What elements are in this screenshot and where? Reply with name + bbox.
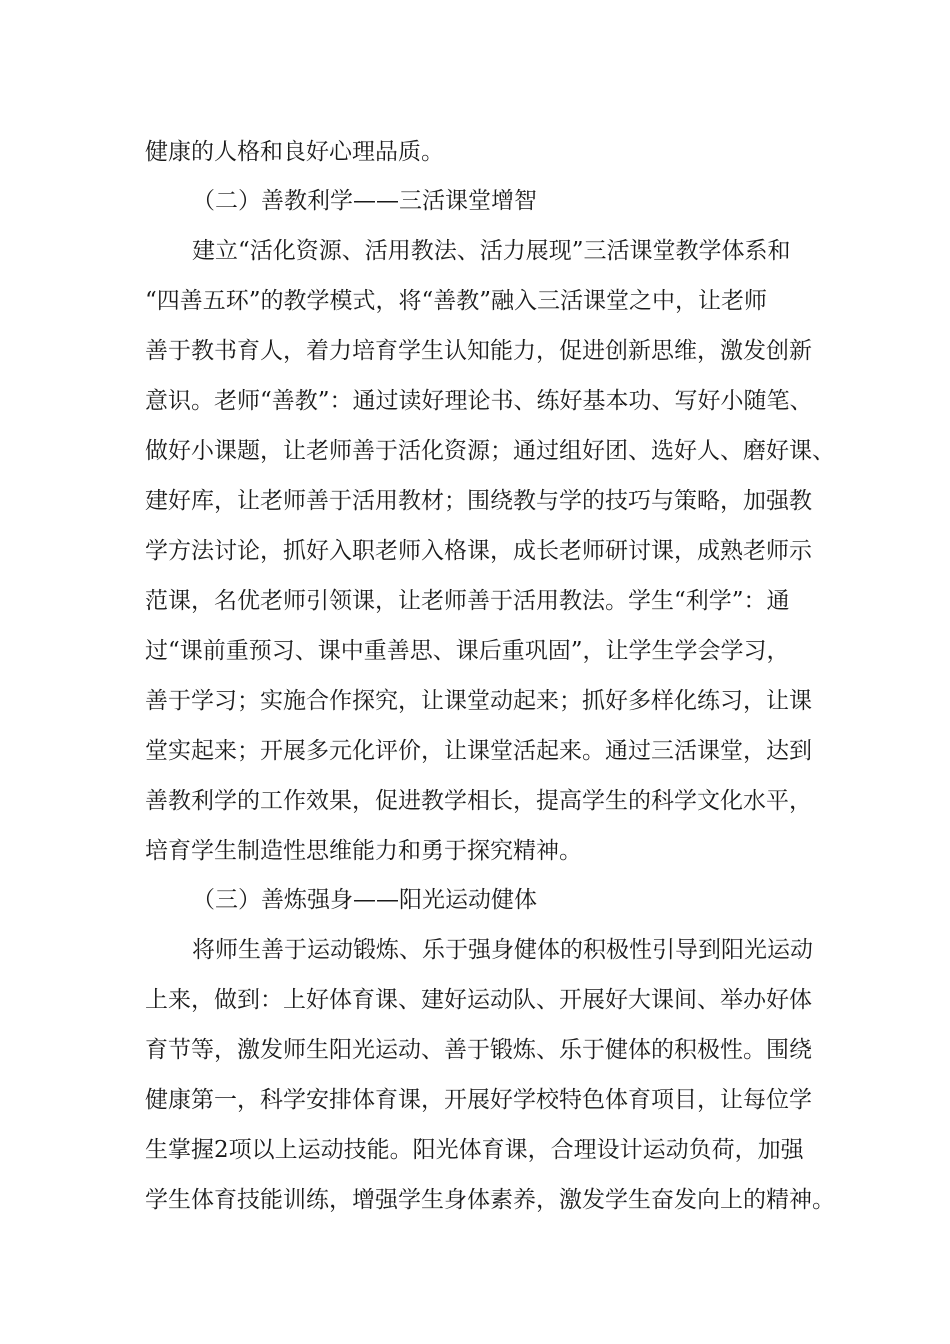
body-text-line: “四善五环”的教学模式，将“善教”融入三活课堂之中，让老师 xyxy=(145,288,768,314)
body-text-line: 学方法讨论，抓好入职老师入格课，成长老师研讨课，成熟老师示 xyxy=(145,538,812,564)
body-text-line: 培育学生制造性思维能力和勇于探究精神。 xyxy=(145,838,582,864)
body-text-line: 堂实起来；开展多元化评价，让课堂活起来。通过三活课堂，达到 xyxy=(145,738,812,764)
body-text-line: 意识。老师“善教”：通过读好理论书、练好基本功、写好小随笔、 xyxy=(145,388,813,414)
body-text-line: 生掌握2项以上运动技能。阳光体育课，合理设计运动负荷，加强 xyxy=(145,1137,804,1163)
body-text-line: 健康第一，科学安排体育课，开展好学校特色体育项目，让每位学 xyxy=(145,1087,812,1113)
section-heading: （三）善炼强身——阳光运动健体 xyxy=(192,887,537,913)
body-text-line: 范课，名优老师引领课，让老师善于活用教法。学生“利学”：通 xyxy=(145,588,790,614)
body-text-line: 善于学习；实施合作探究，让课堂动起来；抓好多样化练习，让课 xyxy=(145,688,812,714)
body-text-line: 善于教书育人，着力培育学生认知能力，促进创新思维，激发创新 xyxy=(145,338,812,364)
paragraph-first-line: 建立“活化资源、活用教法、活力展现”三活课堂教学体系和 xyxy=(192,238,791,264)
body-text-line: 健康的人格和良好心理品质。 xyxy=(145,139,444,165)
body-text-line: 善教利学的工作效果，促进教学相长，提高学生的科学文化水平， xyxy=(145,788,812,814)
body-text-line: 建好库，让老师善于活用教材；围绕教与学的技巧与策略，加强教 xyxy=(145,488,812,514)
body-text-line: 过“课前重预习、课中重善思、课后重巩固”，让学生学会学习， xyxy=(145,638,790,664)
paragraph-first-line: 将师生善于运动锻炼、乐于强身健体的积极性引导到阳光运动 xyxy=(192,937,813,963)
body-text-line: 育节等，激发师生阳光运动、善于锻炼、乐于健体的积极性。围绕 xyxy=(145,1037,812,1063)
body-text-line: 学生体育技能训练，增强学生身体素养，激发学生奋发向上的精神。 xyxy=(145,1187,835,1213)
body-text-line: 上来，做到：上好体育课、建好运动队、开展好大课间、举办好体 xyxy=(145,987,812,1013)
body-text-line: 做好小课题，让老师善于活化资源；通过组好团、选好人、磨好课、 xyxy=(145,438,835,464)
section-heading: （二）善教利学——三活课堂增智 xyxy=(192,188,537,214)
